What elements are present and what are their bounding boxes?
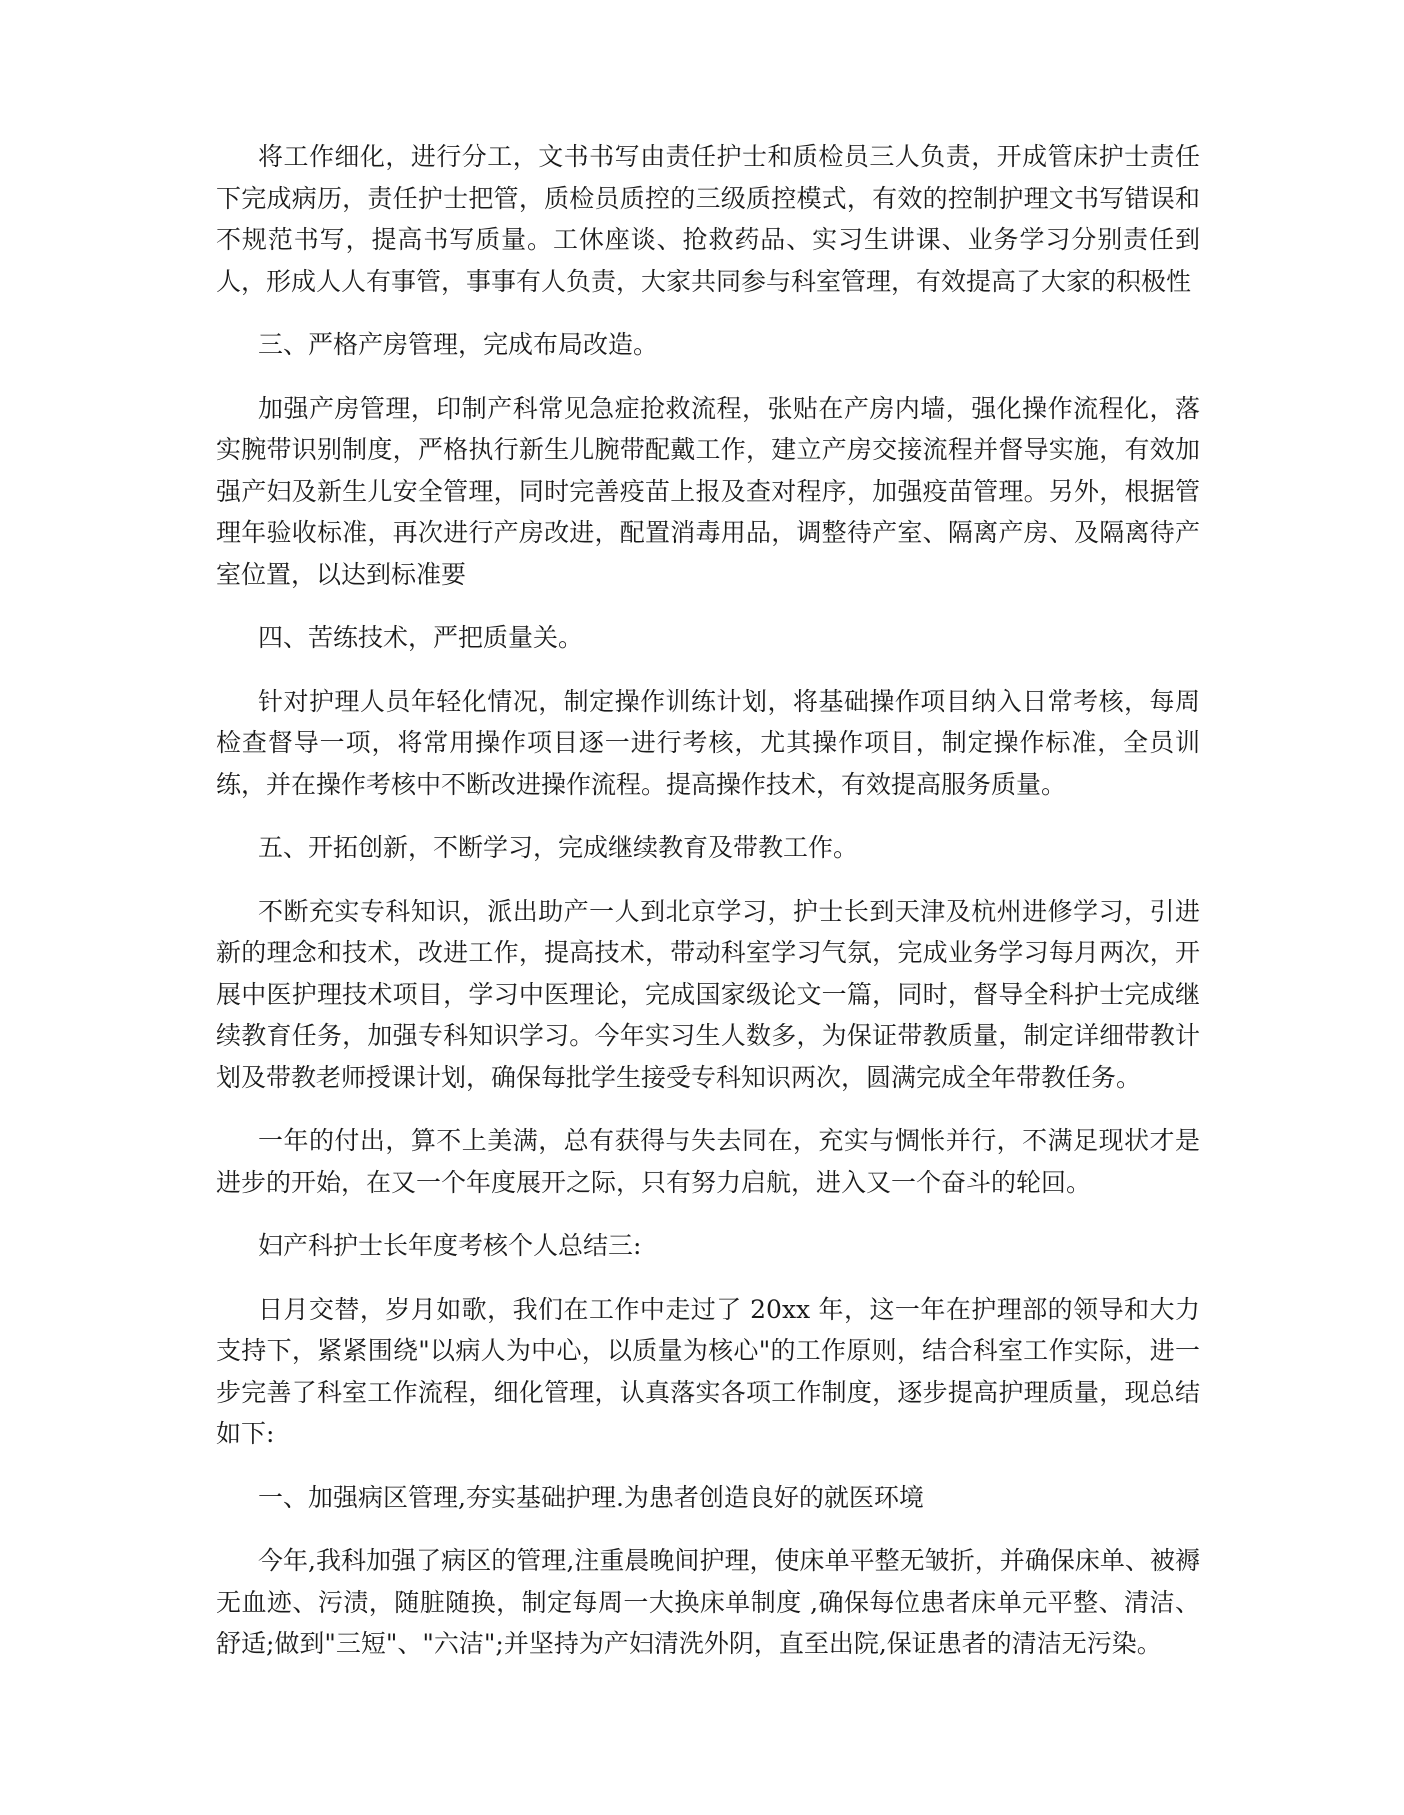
section-heading-skills: 四、苦练技术，严把质量关。 (258, 623, 584, 652)
paragraph-skills: 针对护理人员年轻化情况，制定操作训练计划，将基础操作项目纳入日常考核，每周检查督导一项，将常用操作项目逐一进行考核，尤其操作项目，制定操作标准，全员训练，并在操作考核中不断改进操作流程。提高操作技术，有效提高服务质量。 (216, 686, 1200, 799)
paragraph-delivery-room: 加强产房管理，印制产科常见急症抢救流程，张贴在产房内墙，强化操作流程化，落实腕带识别制度，严格执行新生儿腕带配戴工作，建立产房交接流程并督导实施，有效加强产妇及新生儿安全管理，同时完善疫苗上报及查对程序，加强疫苗管理。另外，根据管理年验收标准，再次进行产房改进，配置消毒用品，调整待产室、隔离产房、及隔离待产室位置，以达到标准要 (216, 393, 1200, 589)
section-heading-ward-management: 一、加强病区管理,夯实基础护理.为患者创造良好的就医环境 (258, 1482, 924, 1512)
paragraph-writing-quality: 将工作细化，进行分工，文书书写由责任护士和质检员三人负责，开成管床护士责任下完成病历，责任护士把管，质检员质控的三级质控模式，有效的控制护理文书写错误和不规范书写，提高书写质量。工休座谈、抢救药品、实习生讲课、业务学习分别责任到人，形成人人有事管，事事有人负责，大家共同参与科室管理，有效提高了大家的积极性 (216, 142, 1200, 296)
paragraph-education: 不断充实专科知识，派出助产一人到北京学习，护士长到天津及杭州进修学习，引进新的理念和技术，改进工作，提高技术，带动科室学习气氛，完成业务学习每月两次，开展中医护理技术项目，学习中医理论，完成国家级论文一篇，同时，督导全科护士完成继续教育任务，加强专科知识学习。今年实习生人数多，为保证带教质量，制定详细带教计划及带教老师授课计划，确保每批学生接受专科知识两次，圆满完成全年带教任务。 (216, 896, 1200, 1092)
section-heading-delivery-room: 三、严格产房管理，完成布局改造。 (258, 330, 659, 359)
document-body (216, 136, 1200, 1687)
paragraph-ward-management: 今年,我科加强了病区的管理,注重晨晚间护理，使床单平整无皱折，并确保床单、被褥无血迹、污渍，随脏随换，制定每周一大换床单制度 ,确保每位患者床单元平整、清洁、舒适;做到"三短"、"六洁";并坚持为产妇清洗外阴，直至出院,保证患者的清洁无污染。 (216, 1546, 1200, 1658)
paragraph-summary-intro: 日月交替，岁月如歌，我们在工作中走过了 20xx 年，这一年在护理部的领导和大力支持下，紧紧围绕"以病人为中心，以质量为核心"的工作原则，结合科室工作实际，进一步完善了科室工作流程，细化管理，认真落实各项工作制度，逐步提高护理质量，现总结如下: (216, 1294, 1200, 1448)
summary-title: 妇产科护士长年度考核个人总结三: (258, 1231, 642, 1260)
paragraph-reflection: 一年的付出，算不上美满，总有获得与失去同在，充实与惆怅并行，不满足现状才是进步的开始，在又一个年度展开之际，只有努力启航，进入又一个奋斗的轮回。 (216, 1126, 1200, 1197)
section-heading-education: 五、开拓创新，不断学习，完成继续教育及带教工作。 (258, 833, 859, 862)
